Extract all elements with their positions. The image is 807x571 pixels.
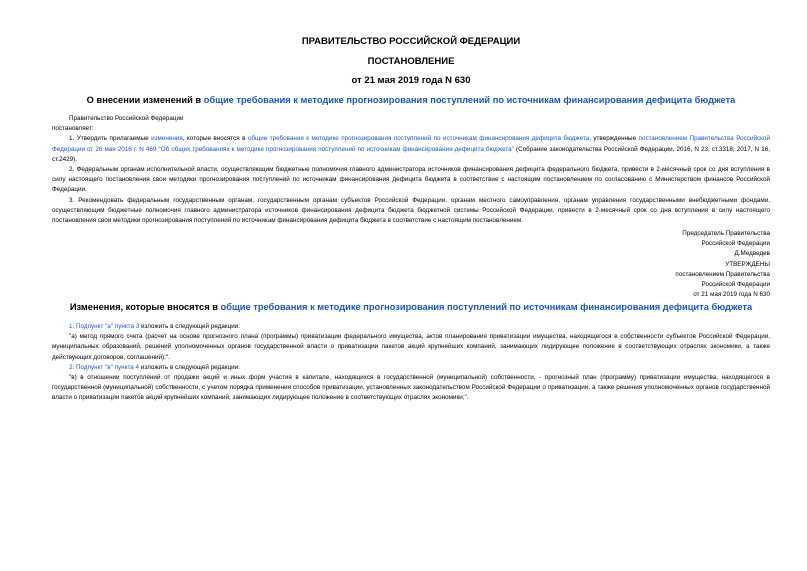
paragraph-3: 3. Рекомендовать федеральным государственным органам, государственным органам субъектов Российской Федерации, органам местного самоуправления, органам управления государственными внебюджетными фондами, осуществляющим бюджетные полномочия главного администратора источников финансирования дефицита бюджета бюджетной системы Российской Федерации, привести в 2-месячный срок со дня вступления в силу настоящего постановления свои методики прогнозирования поступлений по источникам финансирования дефицита бюджета в соответствие с настоящим постановлением. <box>52 196 770 225</box>
change-item-2 <box>52 363 770 373</box>
subparagraph-a-link[interactable]: 1. Подпункт "а" пункта 3 <box>69 323 140 330</box>
p1-text-4: (Собрание законодательства Российской Федерации, 2016, N 23, ст.3318; 2017, N 16, ст.2429). <box>52 145 770 163</box>
changes-body <box>52 322 770 404</box>
change-item-1 <box>52 322 770 332</box>
decree-heading: ПОСТАНОВЛЕНИЕ <box>367 56 455 67</box>
changes-heading-prefix: Изменения, которые вносятся в <box>69 302 221 312</box>
decree-date-number: от 21 мая 2019 года N 630 <box>351 75 471 86</box>
paragraph-1 <box>52 134 770 165</box>
paragraph-2: 2. Федеральным органам исполнительной власти, осуществляющим бюджетные полномочия главного администратора источников финансирования дефицита федерального бюджета, привести в 2-месячный срок со дня вступления в силу настоящего постановления свои методики прогнозирования поступлений по источникам финансирования дефицита бюджета в соответствие с настоящим постановлением по согласованию с Министерством финансов Российской Федерации. <box>52 166 770 194</box>
changes-link[interactable]: изменения <box>151 135 183 143</box>
signature-country: Российской Федерации <box>701 240 770 248</box>
approved-by: постановлением Правительства <box>675 270 770 278</box>
change-item-2-quote: "в) в отношении поступлений от продажи акций и иных форм участия в капитале, находящихся в государственной (муниципальной) собственности, - прогнозный план (программу) приватизации имущества, находящегося в государственной (муниципальной) собственности, с учетом порядка применения способов приватизации, установленных законодательством Российской Федерации о приватизации, а также решения уполномоченных органов государственной власти о приватизации пакетов акций крупнейших компаний, занимающих лидирующее положение в соответствующих отраслях экономики;". <box>52 374 770 402</box>
p1-text-2: , которые вносятся в <box>182 135 248 143</box>
change-item-1-text: изложить в следующей редакции: <box>139 323 241 330</box>
general-requirements-link[interactable]: общие требования к методике прогнозирования поступлений по источникам финансирования дефицита бюджета <box>247 135 590 143</box>
changes-heading-link[interactable]: общие требования к методике прогнозирования поступлений по источникам финансирования дефицита бюджета <box>220 302 753 312</box>
decree-body <box>52 114 770 226</box>
changes-heading <box>52 302 770 312</box>
p1-text-1: 1. Утвердить прилагаемые <box>69 135 152 143</box>
change-item-1-quote: "а) метод прямого счета (расчет на основе прогнозного плана (программы) приватизации федерального имущества, актов планирования приватизации имущества, находящегося в собственности субъектов Российской Федерации, муниципальных образований, решений уполномоченных органов государственной власти о приватизации пакетов акций крупнейших компаний, занимающих лидирующее положение в соответствующих отраслях экономики, а также действующих договоров, соглашений);". <box>52 333 770 361</box>
signature-approval-block <box>52 229 770 300</box>
intro-line-decrees: постановляет: <box>52 125 94 133</box>
subject-prefix: О внесении изменений в <box>86 95 204 105</box>
signature-name: Д.Медведев <box>734 250 770 258</box>
approved-country: Российской Федерации <box>701 281 770 289</box>
subparagraph-v-link[interactable]: 2. Подпункт "в" пункта 4 <box>69 363 140 371</box>
resolution-469-link[interactable]: постановлением Правительства Российской Федерации от 26 мая 2016 г. N 469 "Об общих требованиях к методике прогнозирования поступлений по источникам финансирования дефицита бюджета" <box>52 135 771 153</box>
signature-title: Председатель Правительства <box>682 230 770 237</box>
approved-date: от 21 мая 2019 года N 630 <box>693 291 770 299</box>
subject-link[interactable]: общие требования к методике прогнозирования поступлений по источникам финансирования дефицита бюджета <box>203 95 736 105</box>
intro-line-government: Правительство Российской Федерации <box>69 115 184 122</box>
government-heading: ПРАВИТЕЛЬСТВО РОССИЙСКОЙ ФЕДЕРАЦИИ <box>301 36 521 47</box>
decree-subject <box>52 95 770 105</box>
p1-text-3: , утвержденные <box>589 135 639 143</box>
change-item-2-text: изложить в следующей редакции: <box>139 363 240 371</box>
approved-label: УТВЕРЖДЕНЫ <box>725 260 770 268</box>
